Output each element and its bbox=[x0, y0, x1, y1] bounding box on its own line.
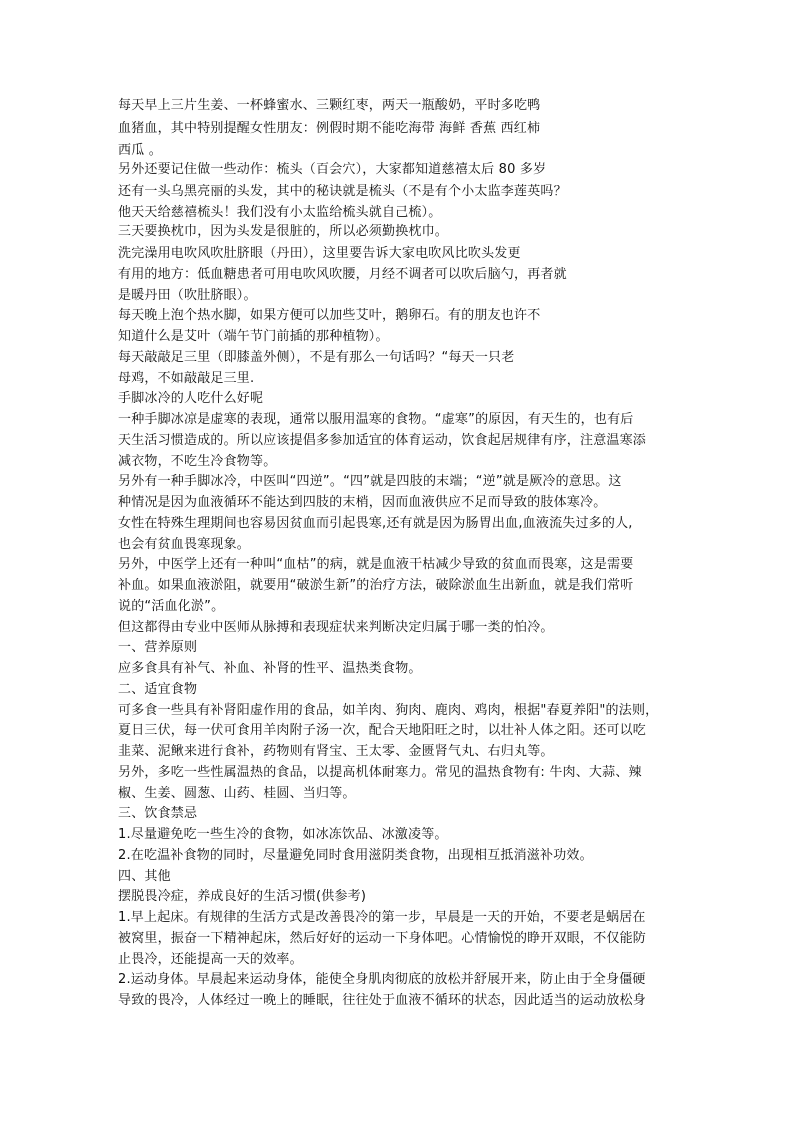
text-line: 韭菜、泥鳅来进行食补，药物则有肾宝、王太零、金匮肾气丸、右归丸等。 bbox=[118, 744, 554, 759]
text-line: 另外有一种手脚冰冷，中医叫“四逆”。“四”就是四肢的末端；“逆”就是厥冷的意思。这 bbox=[118, 474, 622, 489]
text-line: 母鸡，不如敲敲足三里. bbox=[118, 371, 255, 386]
text-line: 另外，中医学上还有一种叫“血枯”的病，就是血液干枯减少导致的贫血而畏寒，这是需要 bbox=[118, 557, 634, 572]
text-line: 一种手脚冰凉是虚寒的表现，通常以服用温寒的食物。“虚寒”的原因，有天生的，也有后 bbox=[118, 412, 634, 427]
text-line: 1.早上起床。有规律的生活方式是改善畏冷的第一步，早晨是一天的开始，不要老是蜗居在 bbox=[118, 910, 646, 925]
text-line: 知道什么是艾叶（端午节门前插的那种植物）。 bbox=[118, 329, 389, 344]
text-line: 减衣物，不吃生冷食物等。 bbox=[118, 454, 277, 469]
text-line: 另外还要记住做一些动作：梳头（百会穴），大家都知道慈禧太后 80 多岁 bbox=[118, 162, 547, 177]
section-heading: 四、其他 bbox=[118, 869, 171, 884]
text-line: 每天早上三片生姜、一杯蜂蜜水、三颗红枣，两天一瓶酸奶，平时多吃鸭 bbox=[118, 98, 541, 113]
text-line: 每天敲敲足三里（即膝盖外侧），不是有那么一句话吗？“每天一只老 bbox=[118, 350, 515, 365]
text-line: 摆脱畏冷症，养成良好的生活习惯(供参考) bbox=[118, 889, 367, 904]
text-line: 血猪血，其中特别提醒女性朋友：例假时期不能吃海带 海鲜 香蕉 西红柿 bbox=[118, 121, 541, 136]
text-line: 补血。如果血液淤阻，就要用“破淤生新”的治疗方法，破除淤血生出新血，就是我们常听 bbox=[118, 578, 634, 593]
text-line: 洗完澡用电吹风吹肚脐眼（丹田），这里要告诉大家电吹风比吹头发更 bbox=[118, 246, 521, 261]
section-heading: 二、适宜食物 bbox=[118, 682, 198, 697]
section-heading: 一、营养原则 bbox=[118, 640, 198, 655]
text-line: 可多食一些具有补肾阳虚作用的食品，如羊肉、狗肉、鹿肉、鸡肉，根据"春夏养阳"的法则， bbox=[118, 703, 659, 718]
text-line: 种情况是因为血液循环不能达到四肢的末梢，因而血液供应不足而导致的肢体寒冷。 bbox=[118, 495, 607, 510]
section-heading: 手脚冰冷的人吃什么好呢 bbox=[118, 391, 264, 406]
text-line: 导致的畏冷，人体经过一晚上的睡眠，往往处于血液不循环的状态，因此适当的运动放松身 bbox=[118, 993, 647, 1008]
text-line: 说的“活血化淤”。 bbox=[118, 599, 225, 614]
text-line: 2.运动身体。早晨起来运动身体，能使全身肌肉彻底的放松并舒展开来，防止由于全身僵硬 bbox=[118, 972, 646, 987]
text-line: 每天晚上泡个热水脚，如果方便可以加些艾叶，鹅卵石。有的朋友也许不 bbox=[118, 308, 541, 323]
text-line: 三天要换枕巾，因为头发是很脏的，所以必须勤换枕巾。 bbox=[118, 224, 449, 239]
section-heading: 三、饮食禁忌 bbox=[118, 806, 198, 821]
text-line: 是暖丹田（吹肚脐眼）。 bbox=[118, 288, 257, 303]
text-line: 女性在特殊生理期间也容易因贫血而引起畏寒,还有就是因为肠胃出血,血液流失过多的人, bbox=[118, 516, 633, 531]
text-line: 被窝里，振奋一下精神起床，然后好好的运动一下身体吧。心情愉悦的睁开双眼，不仅能防 bbox=[118, 931, 647, 946]
text-line: 但这都得由专业中医师从脉搏和表现症状来判断决定归属于哪一类的怕冷。 bbox=[118, 620, 554, 635]
text-line: 夏日三伏，每一伏可食用羊肉附子汤一次，配合天地阳旺之时，以壮补人体之阳。还可以吃 bbox=[118, 723, 647, 738]
text-line: 他天天给慈禧梳头！我们没有小太监给梳头就自己梳）。 bbox=[118, 205, 442, 220]
text-line: 西瓜 。 bbox=[118, 143, 162, 158]
text-line: 有用的地方：低血糖患者可用电吹风吹腰，月经不调者可以吹后脑勺，再者就 bbox=[118, 267, 567, 282]
text-line: 另外，多吃一些性属温热的食品，以提高机体耐寒力。常见的温热食物有: 牛肉、大蒜、辣 bbox=[118, 765, 642, 780]
text-line: 也会有贫血畏寒现象。 bbox=[118, 537, 251, 552]
text-line: 应多食具有补气、补血、补肾的性平、温热类食物。 bbox=[118, 661, 422, 676]
text-line: 还有一头乌黑亮丽的头发，其中的秘诀就是梳头（不是有个小太监李莲英吗？ bbox=[118, 184, 567, 199]
text-line: 天生活习惯造成的。所以应该提倡多参加适宜的体育运动，饮食起居规律有序，注意温寒添 bbox=[118, 433, 647, 448]
text-line: 椒、生姜、圆葱、山药、桂圆、当归等。 bbox=[118, 786, 356, 801]
text-line: 2.在吃温补食物的同时，尽量避免同时食用滋阴类食物，出现相互抵消滋补功效。 bbox=[118, 848, 593, 863]
text-line: 1.尽量避免吃一些生冷的食物，如冰冻饮品、冰激凌等。 bbox=[118, 827, 448, 842]
text-line: 止畏冷，还能提高一天的效率。 bbox=[118, 952, 303, 967]
